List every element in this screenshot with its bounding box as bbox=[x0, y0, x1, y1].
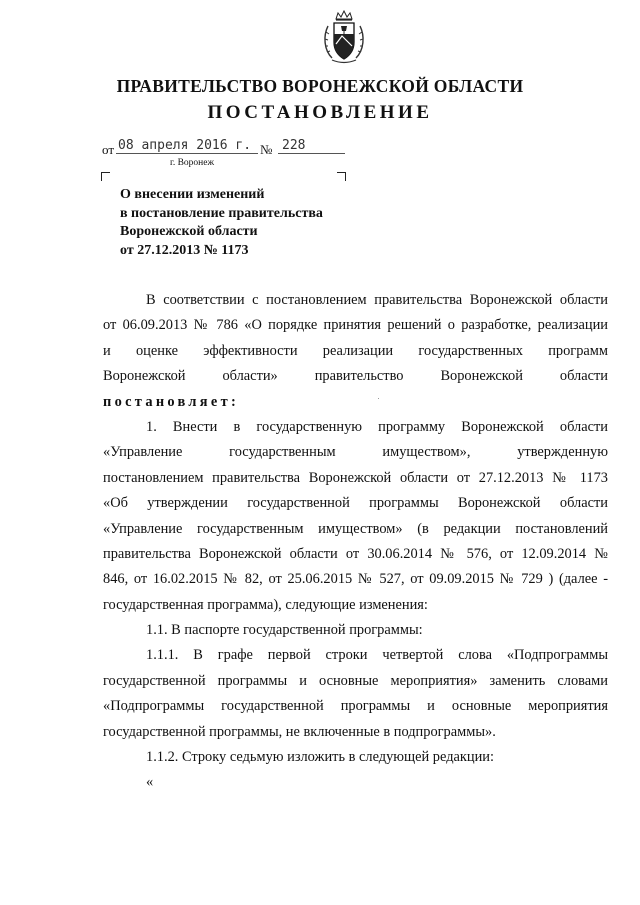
body-line: Воронежской области» правительство Воронежской области bbox=[103, 368, 608, 385]
coat-of-arms-icon bbox=[322, 10, 366, 66]
document-body bbox=[103, 288, 608, 796]
body-line: постановлением правительства Воронежской области от 27.12.2013 № 1173 bbox=[103, 469, 608, 486]
document-number: 228 bbox=[282, 138, 306, 153]
body-line: 846, от 16.02.2015 № 82, от 25.06.2015 № 527, от 09.09.2015 № 729 ) (далее - bbox=[103, 571, 608, 588]
body-line: государственной программы и основные мероприятия» заменить словами bbox=[103, 672, 608, 689]
body-line: государственной программы, не включенные в подпрограммы». bbox=[103, 723, 496, 740]
body-line: «Управление государственным имуществом» (в редакции постановлений bbox=[103, 520, 608, 537]
body-line: правительства Воронежской области от 30.06.2014 № 576, от 12.09.2014 № bbox=[103, 545, 608, 562]
body-line: «Подпрограммы государственной программы и основные мероприятия bbox=[103, 698, 608, 715]
body-line: государственная программа), следующие изменения: bbox=[103, 596, 428, 613]
document-date: 08 апреля 2016 г. bbox=[118, 138, 252, 153]
from-label: от bbox=[102, 142, 115, 157]
body-line: « bbox=[146, 774, 154, 791]
body-line: «Управление государственным имуществом», утвержденную bbox=[103, 444, 608, 461]
document-subject bbox=[120, 186, 323, 260]
subject-line: Воронежской области bbox=[120, 224, 258, 239]
body-line: В соответствии с постановлением правительства Воронежской области bbox=[146, 292, 608, 308]
government-title: ПРАВИТЕЛЬСТВО ВОРОНЕЖСКОЙ ОБЛАСТИ bbox=[116, 76, 524, 96]
bracket-top-left bbox=[101, 172, 110, 181]
subject-line: в постановление правительства bbox=[120, 205, 323, 221]
body-line: 1. Внести в государственную программу Воронежской области bbox=[146, 418, 608, 435]
body-line: 1.1. В паспорте государственной программы: bbox=[146, 622, 423, 639]
body-line: 1.1.1. В графе первой строки четвертой слова «Подпрограммы bbox=[146, 647, 608, 664]
date-underline bbox=[116, 153, 258, 154]
bracket-top-right bbox=[337, 172, 346, 181]
body-line: «Об утверждении государственной программы Воронежской области bbox=[103, 495, 608, 512]
number-underline bbox=[278, 153, 345, 154]
city-label: г. Воронеж bbox=[170, 158, 215, 168]
document-type-title: ПОСТАНОВЛЕНИЕ bbox=[207, 102, 433, 123]
resolution-keyword: постановляет: bbox=[103, 393, 240, 410]
number-label: № bbox=[260, 142, 273, 157]
body-line: 1.1.2. Строку седьмую изложить в следующей редакции: bbox=[146, 749, 495, 766]
subject-line: О внесении изменений bbox=[120, 187, 265, 202]
subject-line: от 27.12.2013 № 1173 bbox=[120, 242, 249, 258]
body-line: и оценке эффективности реализации государственных программ bbox=[103, 342, 608, 359]
body-line: от 06.09.2013 № 786 «О порядке принятия решений о разработке, реализации bbox=[103, 317, 608, 334]
